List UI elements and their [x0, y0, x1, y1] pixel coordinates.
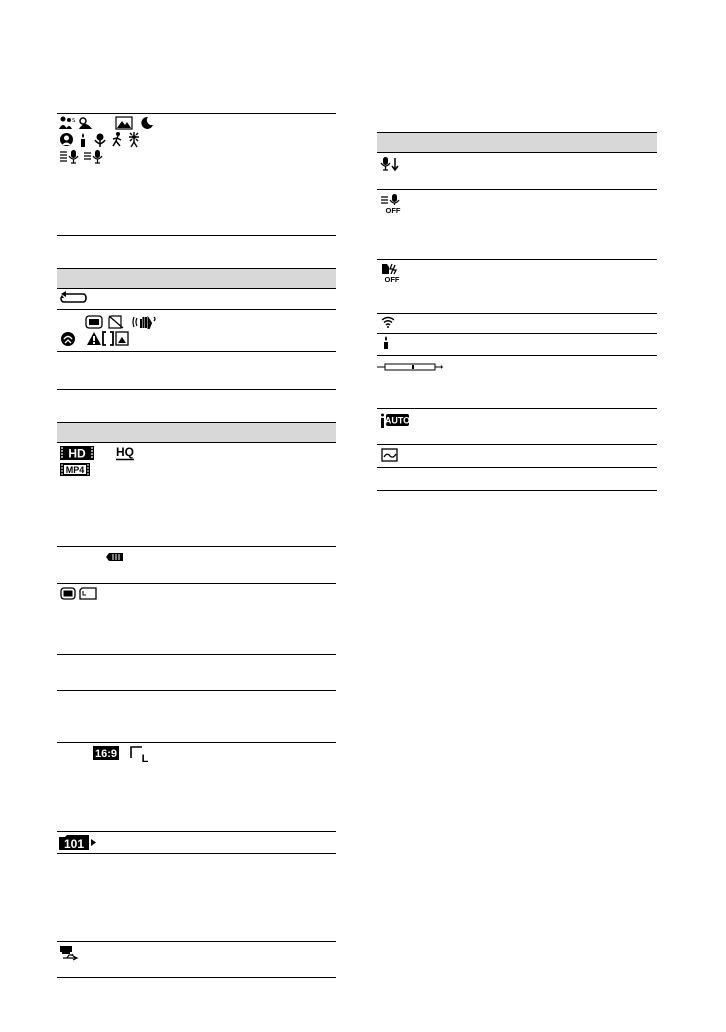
left-rule-1 — [57, 113, 336, 114]
left-rule-8 — [57, 422, 336, 423]
mic-level-icon — [380, 157, 400, 172]
left-rule-14 — [57, 742, 336, 743]
folder-badge-text: 101 — [63, 837, 85, 851]
internal-memory-icon — [60, 587, 76, 600]
aspect-ratio-icon — [93, 746, 119, 760]
iauto-badge-text: AUTO — [384, 415, 411, 426]
right-rule-3 — [377, 189, 657, 190]
wind-noise-mic-alt-icon — [83, 149, 105, 164]
left-rule-16 — [57, 853, 336, 854]
portrait-face-icon — [59, 132, 74, 147]
fireworks-icon — [127, 132, 141, 147]
wireless-icon — [381, 316, 395, 328]
usb-connection-icon — [59, 945, 79, 962]
camera-shake-icon — [131, 314, 159, 330]
right-rule-10 — [377, 467, 657, 468]
left-rule-3 — [57, 268, 336, 269]
right-rule-2 — [377, 152, 657, 153]
left-header-band-1 — [57, 269, 336, 288]
left-rule-10 — [57, 546, 336, 547]
picture-frame-icon — [115, 331, 129, 346]
night-moon-icon — [140, 116, 154, 130]
left-header-band-2 — [57, 423, 336, 442]
temperature-warning-icon — [59, 331, 77, 347]
left-rule-5 — [57, 309, 336, 310]
left-rule-11 — [57, 583, 336, 584]
intelligent-auto-icon — [380, 413, 410, 428]
landscape-scene-icon — [115, 116, 133, 130]
right-rule-5 — [377, 313, 657, 314]
hd-badge-text: HD — [68, 446, 86, 461]
mic-off-badge-text: OFF — [385, 206, 401, 215]
left-rule-6 — [57, 351, 336, 352]
wind-noise-off-icon — [380, 194, 402, 214]
left-rule-18 — [57, 977, 336, 978]
right-rule-11 — [377, 490, 657, 491]
right-rule-1 — [377, 132, 657, 133]
portrait-scene-icon — [59, 116, 76, 130]
hd-quality-icon — [60, 446, 94, 460]
low-light-candle-icon — [382, 336, 390, 349]
frame-bracket-icon — [102, 331, 114, 346]
hq-badge-text: HQ — [116, 445, 134, 459]
size-badge-text: L — [141, 753, 149, 765]
right-rule-8 — [377, 408, 657, 409]
warning-triangle-icon — [86, 331, 102, 346]
aspect-badge-text: 16:9 — [94, 748, 118, 760]
left-rule-9 — [57, 442, 336, 443]
left-rule-12 — [57, 654, 336, 655]
photo-image-icon — [381, 448, 398, 462]
image-size-icon — [130, 746, 152, 763]
candle-icon — [79, 133, 87, 147]
flash-off-icon — [381, 263, 401, 283]
svg-text:S: S — [72, 118, 76, 124]
macro-flower-icon — [94, 133, 106, 147]
right-rule-6 — [377, 333, 657, 334]
mp4-badge-text: MP4 — [65, 465, 85, 475]
left-rule-4 — [57, 288, 336, 289]
hq-quality-icon — [115, 445, 135, 461]
folder-number-icon — [59, 835, 99, 850]
card-warning-icon — [108, 315, 124, 329]
left-rule-13 — [57, 690, 336, 691]
level-slider-icon — [377, 361, 443, 373]
right-rule-9 — [377, 444, 657, 445]
media-error-icon — [85, 315, 103, 329]
mp4-format-icon — [60, 463, 90, 476]
battery-icon — [106, 553, 124, 561]
left-rule-17 — [57, 941, 336, 942]
left-rule-15 — [57, 831, 336, 832]
left-rule-7 — [57, 389, 336, 390]
right-rule-7 — [377, 355, 657, 356]
sports-runner-icon — [111, 132, 123, 147]
repeat-playback-icon — [59, 291, 87, 305]
left-rule-2 — [57, 235, 336, 236]
right-header-band — [377, 133, 657, 152]
right-rule-4 — [377, 259, 657, 260]
wind-noise-mic-icon — [59, 149, 81, 164]
backlight-scene-icon — [78, 117, 93, 130]
flash-off-badge-text: OFF — [384, 275, 400, 284]
memory-card-icon — [79, 587, 97, 600]
